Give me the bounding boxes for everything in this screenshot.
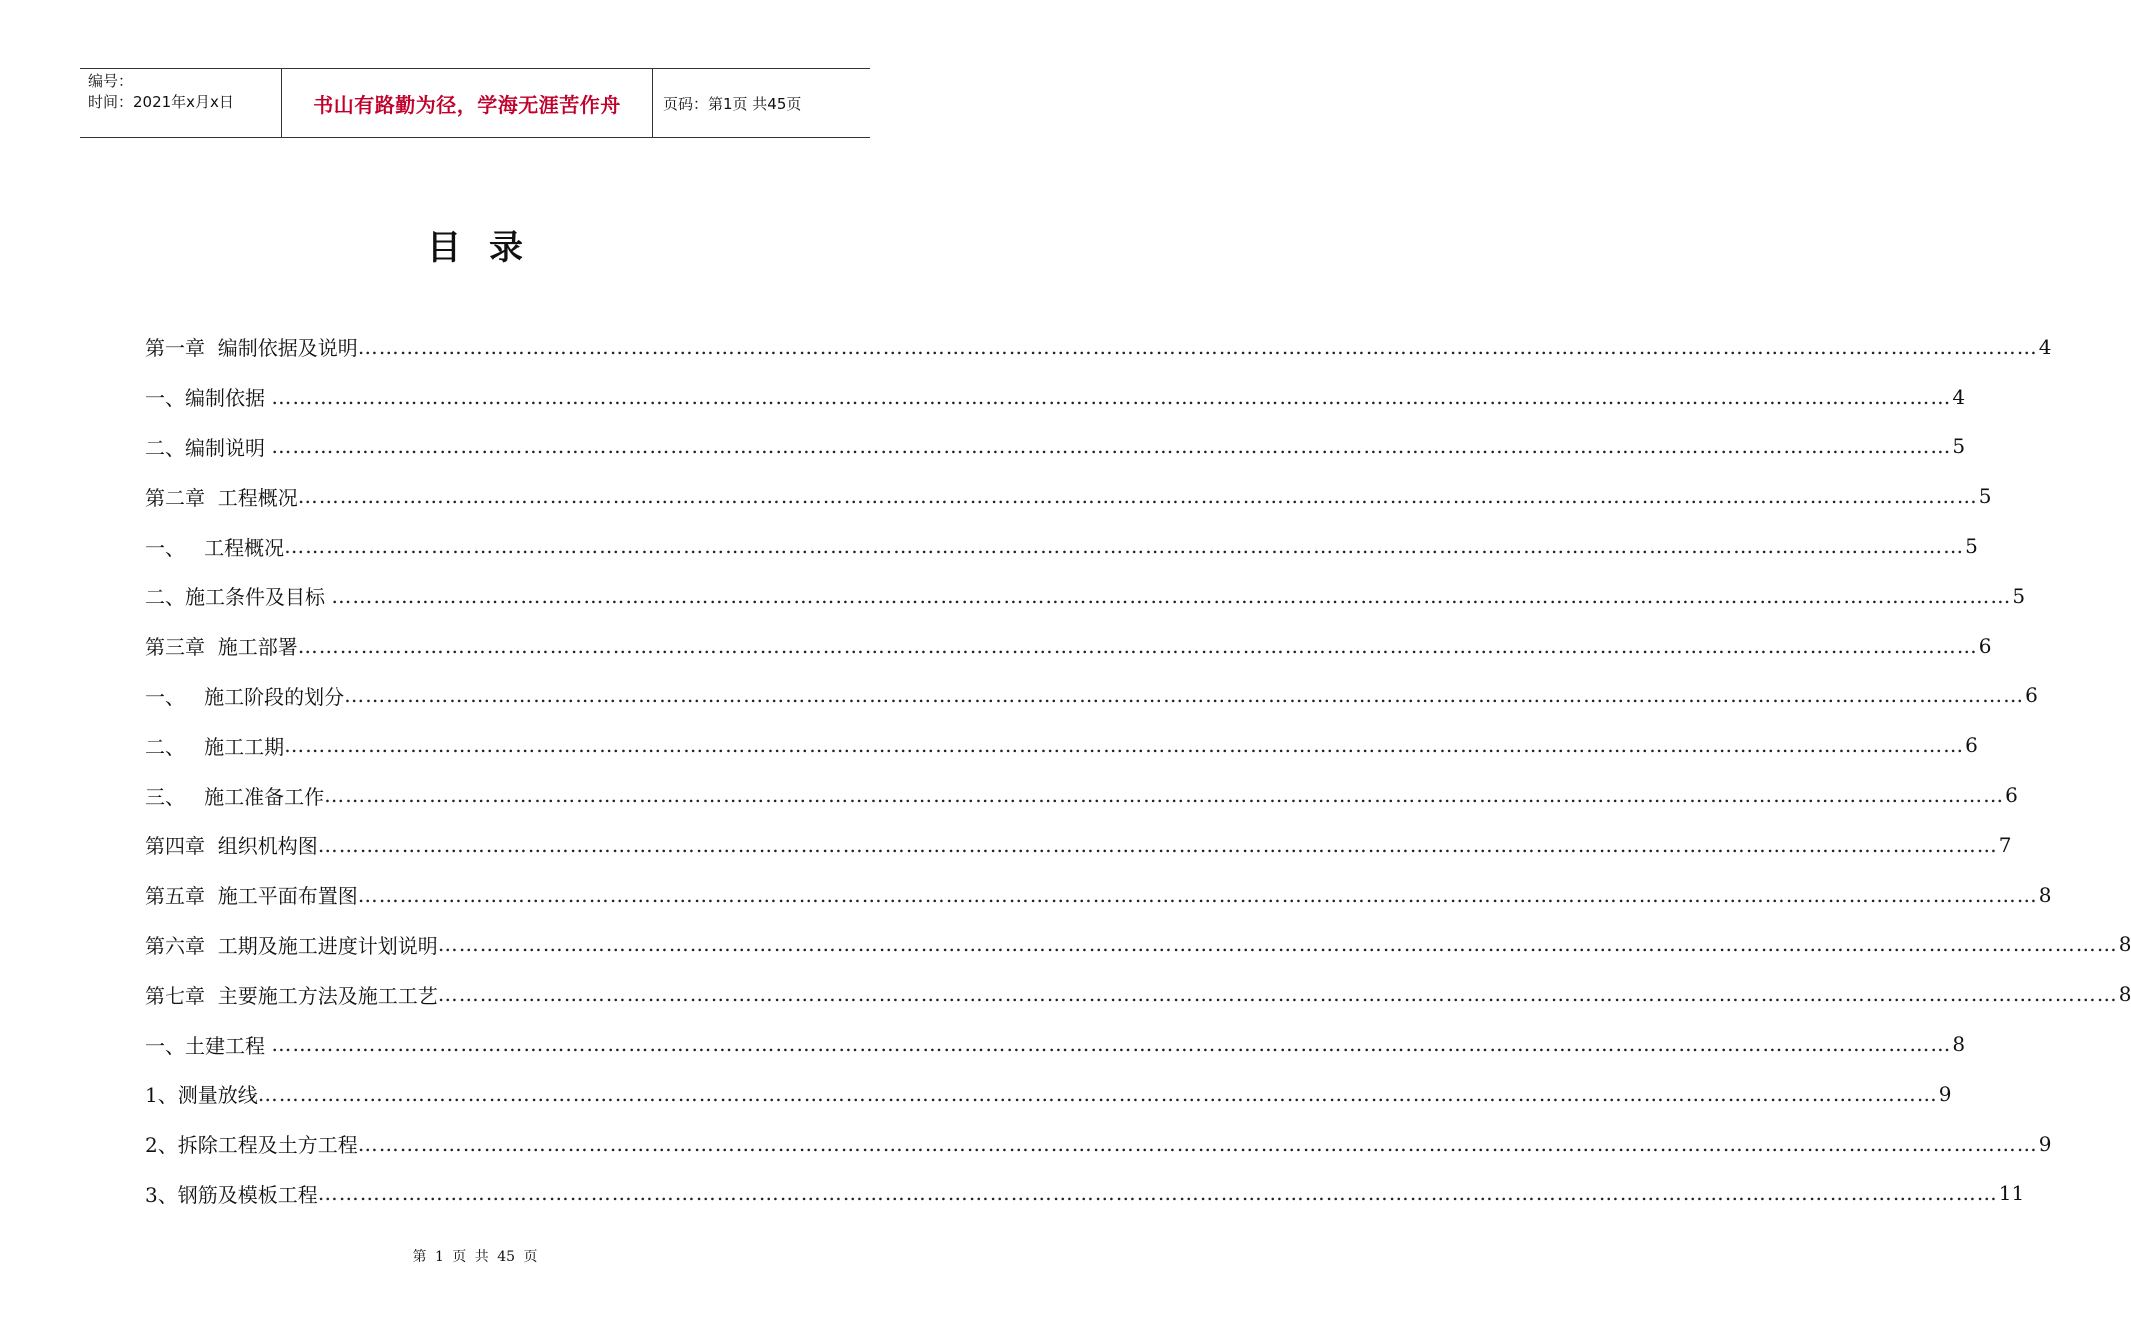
toc-entry-page: 6 bbox=[2025, 683, 2038, 708]
toc-entry-title: 一、土建工程 bbox=[145, 1033, 272, 1058]
toc-entry[interactable] bbox=[145, 770, 2018, 820]
toc-entry-title: 第一章 编制依据及说明 bbox=[145, 336, 358, 361]
toc-entry[interactable] bbox=[145, 820, 2012, 870]
toc-leader-dots: …………………………………………………………………………………………………………………………………………………………………………………………………………………… bbox=[284, 534, 1965, 559]
table-of-contents bbox=[145, 322, 2131, 1218]
toc-entry-page: 9 bbox=[1938, 1081, 1952, 1106]
toc-entry-title: 3、钢筋及模板工程 bbox=[145, 1182, 318, 1207]
toc-entry-title: 二、施工条件及目标 bbox=[145, 585, 332, 610]
toc-entry[interactable] bbox=[145, 322, 2052, 372]
toc-leader-dots: …………………………………………………………………………………………………………………………………………………………………………………………………………………… bbox=[317, 832, 1998, 857]
toc-leader-dots: …………………………………………………………………………………………………………………………………………………………………………………………………………………… bbox=[357, 334, 2038, 359]
toc-entry-title: 第三章 施工部署 bbox=[145, 635, 298, 660]
toc-entry-page: 5 bbox=[2012, 583, 2026, 608]
toc-leader-dots: …………………………………………………………………………………………………………………………………………………………………………………………………………………… bbox=[271, 1032, 1952, 1057]
toc-entry-page: 5 bbox=[1978, 484, 1992, 509]
header-page-info: 页码：第1页 共45页 bbox=[663, 94, 802, 113]
toc-leader-dots: …………………………………………………………………………………………………………………………………………………………………………………………………………………… bbox=[297, 633, 1978, 658]
toc-leader-dots: …………………………………………………………………………………………………………………………………………………………………………………………………………………… bbox=[331, 583, 2012, 608]
toc-entry[interactable] bbox=[145, 1119, 2052, 1169]
toc-entry-title: 一、 施工阶段的划分 bbox=[145, 684, 345, 709]
toc-entry[interactable] bbox=[145, 521, 1978, 571]
toc-entry[interactable] bbox=[145, 621, 1992, 671]
toc-entry-page: 6 bbox=[1978, 633, 1992, 658]
toc-entry[interactable] bbox=[145, 720, 1978, 770]
toc-leader-dots: …………………………………………………………………………………………………………………………………………………………………………………………………………………… bbox=[271, 384, 1952, 409]
toc-entry[interactable] bbox=[145, 1019, 1966, 1069]
toc-leader-dots: …………………………………………………………………………………………………………………………………………………………………………………………………………………… bbox=[357, 882, 2038, 907]
header-meta bbox=[80, 69, 281, 137]
document-number-label: 编号： bbox=[88, 72, 134, 90]
toc-entry[interactable] bbox=[145, 870, 2052, 920]
toc-entry-title: 第六章 工期及施工进度计划说明 bbox=[145, 933, 438, 958]
toc-entry[interactable] bbox=[145, 422, 1966, 472]
toc-entry-page: 4 bbox=[1952, 384, 1966, 409]
document-date: 时间：2021年x月x日 bbox=[88, 93, 234, 111]
toc-entry[interactable] bbox=[145, 1069, 1952, 1119]
toc-leader-dots: …………………………………………………………………………………………………………………………………………………………………………………………………………………… bbox=[317, 1181, 1998, 1206]
toc-entry-title: 二、编制说明 bbox=[145, 435, 272, 460]
toc-entry-title: 一、编制依据 bbox=[145, 386, 272, 411]
toc-entry-page: 7 bbox=[1998, 832, 2012, 857]
toc-entry-page: 11 bbox=[1998, 1181, 2025, 1206]
toc-entry-title: 第五章 施工平面布置图 bbox=[145, 884, 358, 909]
toc-entry[interactable] bbox=[145, 969, 2131, 1019]
toc-entry-page: 5 bbox=[1965, 534, 1978, 559]
toc-leader-dots: …………………………………………………………………………………………………………………………………………………………………………………………………………………… bbox=[344, 683, 2025, 708]
toc-leader-dots: …………………………………………………………………………………………………………………………………………………………………………………………………………………… bbox=[257, 1081, 1938, 1106]
toc-entry-page: 8 bbox=[2118, 932, 2131, 957]
toc-entry-title: 三、 施工准备工作 bbox=[145, 784, 325, 809]
toc-entry-page: 5 bbox=[1952, 434, 1966, 459]
page-title: 目录 bbox=[427, 228, 551, 268]
toc-entry[interactable] bbox=[145, 1169, 2025, 1219]
toc-entry-page: 6 bbox=[2005, 783, 2018, 808]
header-motto: 书山有路勤为径，学海无涯苦作舟 bbox=[281, 69, 653, 137]
toc-leader-dots: …………………………………………………………………………………………………………………………………………………………………………………………………………………… bbox=[271, 434, 1952, 459]
toc-leader-dots: …………………………………………………………………………………………………………………………………………………………………………………………………………………… bbox=[297, 484, 1978, 509]
toc-leader-dots: …………………………………………………………………………………………………………………………………………………………………………………………………………………… bbox=[284, 733, 1965, 758]
toc-leader-dots: …………………………………………………………………………………………………………………………………………………………………………………………………………………… bbox=[437, 932, 2118, 957]
toc-entry-title: 一、 工程概况 bbox=[145, 535, 285, 560]
toc-entry-page: 4 bbox=[2038, 334, 2052, 359]
toc-entry[interactable] bbox=[145, 571, 2026, 621]
toc-entry-title: 第七章 主要施工方法及施工工艺 bbox=[145, 983, 438, 1008]
toc-entry-title: 二、 施工工期 bbox=[145, 734, 285, 759]
toc-entry[interactable] bbox=[145, 920, 2131, 970]
toc-entry-title: 2、拆除工程及土方工程 bbox=[145, 1133, 358, 1158]
toc-leader-dots: …………………………………………………………………………………………………………………………………………………………………………………………………………………… bbox=[437, 982, 2118, 1007]
toc-entry-page: 9 bbox=[2038, 1131, 2052, 1156]
toc-entry-page: 8 bbox=[1952, 1032, 1966, 1057]
page-header bbox=[80, 68, 870, 138]
toc-leader-dots: …………………………………………………………………………………………………………………………………………………………………………………………………………………… bbox=[357, 1131, 2038, 1156]
toc-entry[interactable] bbox=[145, 372, 1966, 422]
toc-entry-page: 8 bbox=[2118, 982, 2131, 1007]
toc-entry-title: 第四章 组织机构图 bbox=[145, 834, 318, 859]
toc-entry[interactable] bbox=[145, 471, 1992, 521]
toc-entry-page: 6 bbox=[1965, 733, 1978, 758]
toc-entry-page: 8 bbox=[2038, 882, 2052, 907]
toc-entry[interactable] bbox=[145, 671, 2038, 721]
toc-entry-title: 1、测量放线 bbox=[145, 1083, 258, 1108]
toc-leader-dots: …………………………………………………………………………………………………………………………………………………………………………………………………………………… bbox=[324, 783, 2005, 808]
toc-entry-title: 第二章 工程概况 bbox=[145, 485, 298, 510]
page-footer: 第 1 页 共 45 页 bbox=[412, 1249, 538, 1265]
